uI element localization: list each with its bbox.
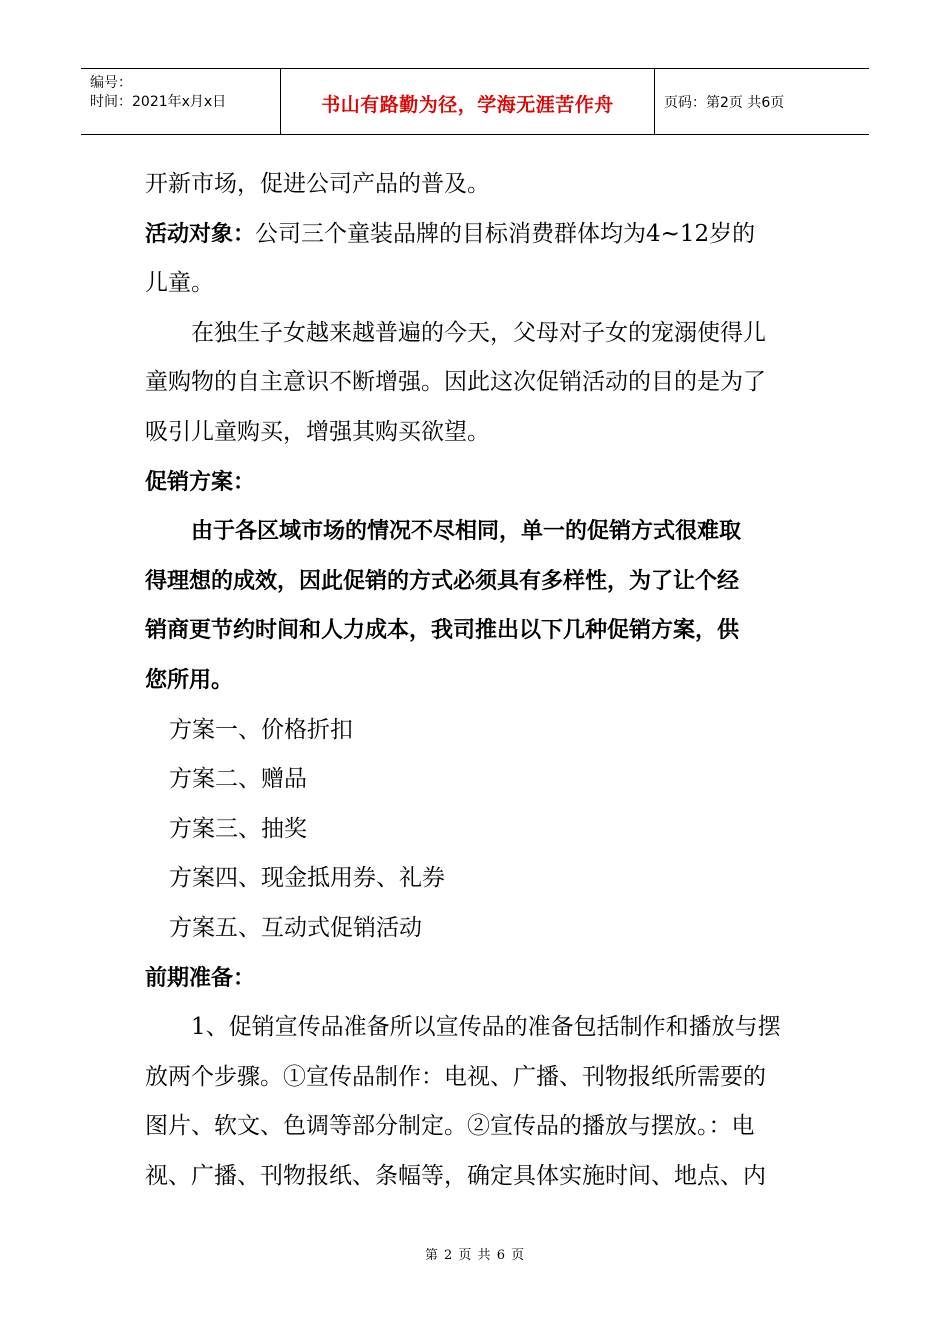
body-line: 1、促销宣传品准备所以宣传品的准备包括制作和播放与摆 — [191, 1014, 781, 1041]
target-paragraph — [145, 210, 815, 260]
target-text: 公司三个童装品牌的目标消费群体均为4~12岁的 — [255, 220, 756, 247]
body-line: 吸引儿童购买，增强其购买欲望。 — [145, 418, 490, 445]
body-line: 图片、软文、色调等部分制定。②宣传品的播放与摆放。：电 — [145, 1113, 755, 1140]
promo-line: 得理想的成效，因此促销的方式必须具有多样性，为了让个经 — [145, 568, 740, 594]
plan-item: 方案一、价格折扣 — [169, 716, 353, 743]
doc-date-label: 时间：2021年x月x日 — [90, 94, 227, 110]
header-page-label: 页码：第2页 共6页 — [664, 94, 785, 111]
body-line: 童购物的自主意识不断增强。因此这次促销活动的目的是为了 — [145, 369, 766, 396]
body-line: 在独生子女越来越普遍的今天，父母对子女的宠溺使得儿 — [191, 319, 766, 346]
header-meta — [81, 69, 281, 134]
page-header — [81, 68, 869, 135]
plan-item: 方案二、赠品 — [169, 766, 307, 793]
doc-number-label: 编号： — [90, 75, 132, 91]
body-line: 视、广播、刊物报纸、条幅等，确定具体实施时间、地点、内 — [145, 1162, 766, 1189]
prep-heading: 前期准备： — [145, 965, 256, 991]
document-body — [145, 160, 815, 1201]
header-page-cell — [655, 69, 869, 134]
promo-heading: 促销方案： — [145, 469, 256, 495]
header-motto: 书山有路勤为径，学海无涯苦作舟 — [321, 94, 614, 116]
promo-line: 由于各区域市场的情况不尽相同，单一的促销方式很难取 — [191, 519, 742, 545]
plan-item: 方案五、互动式促销活动 — [169, 914, 422, 941]
body-line: 儿童。 — [145, 270, 214, 297]
promo-line: 销商更节约时间和人力成本，我司推出以下几种促销方案，供 — [145, 618, 740, 644]
body-line: 放两个步骤。①宣传品制作：电视、广播、刊物报纸所需要的 — [145, 1063, 766, 1090]
page-footer: 第 2 页 共 6 页 — [424, 1248, 526, 1263]
target-heading: 活动对象： — [145, 221, 256, 247]
plan-item: 方案四、现金抵用券、礼券 — [169, 865, 445, 892]
header-motto-cell — [281, 69, 655, 134]
plan-item: 方案三、抽奖 — [169, 815, 307, 842]
promo-line: 您所用。 — [145, 667, 234, 693]
body-line: 开新市场，促进公司产品的普及。 — [145, 171, 490, 197]
